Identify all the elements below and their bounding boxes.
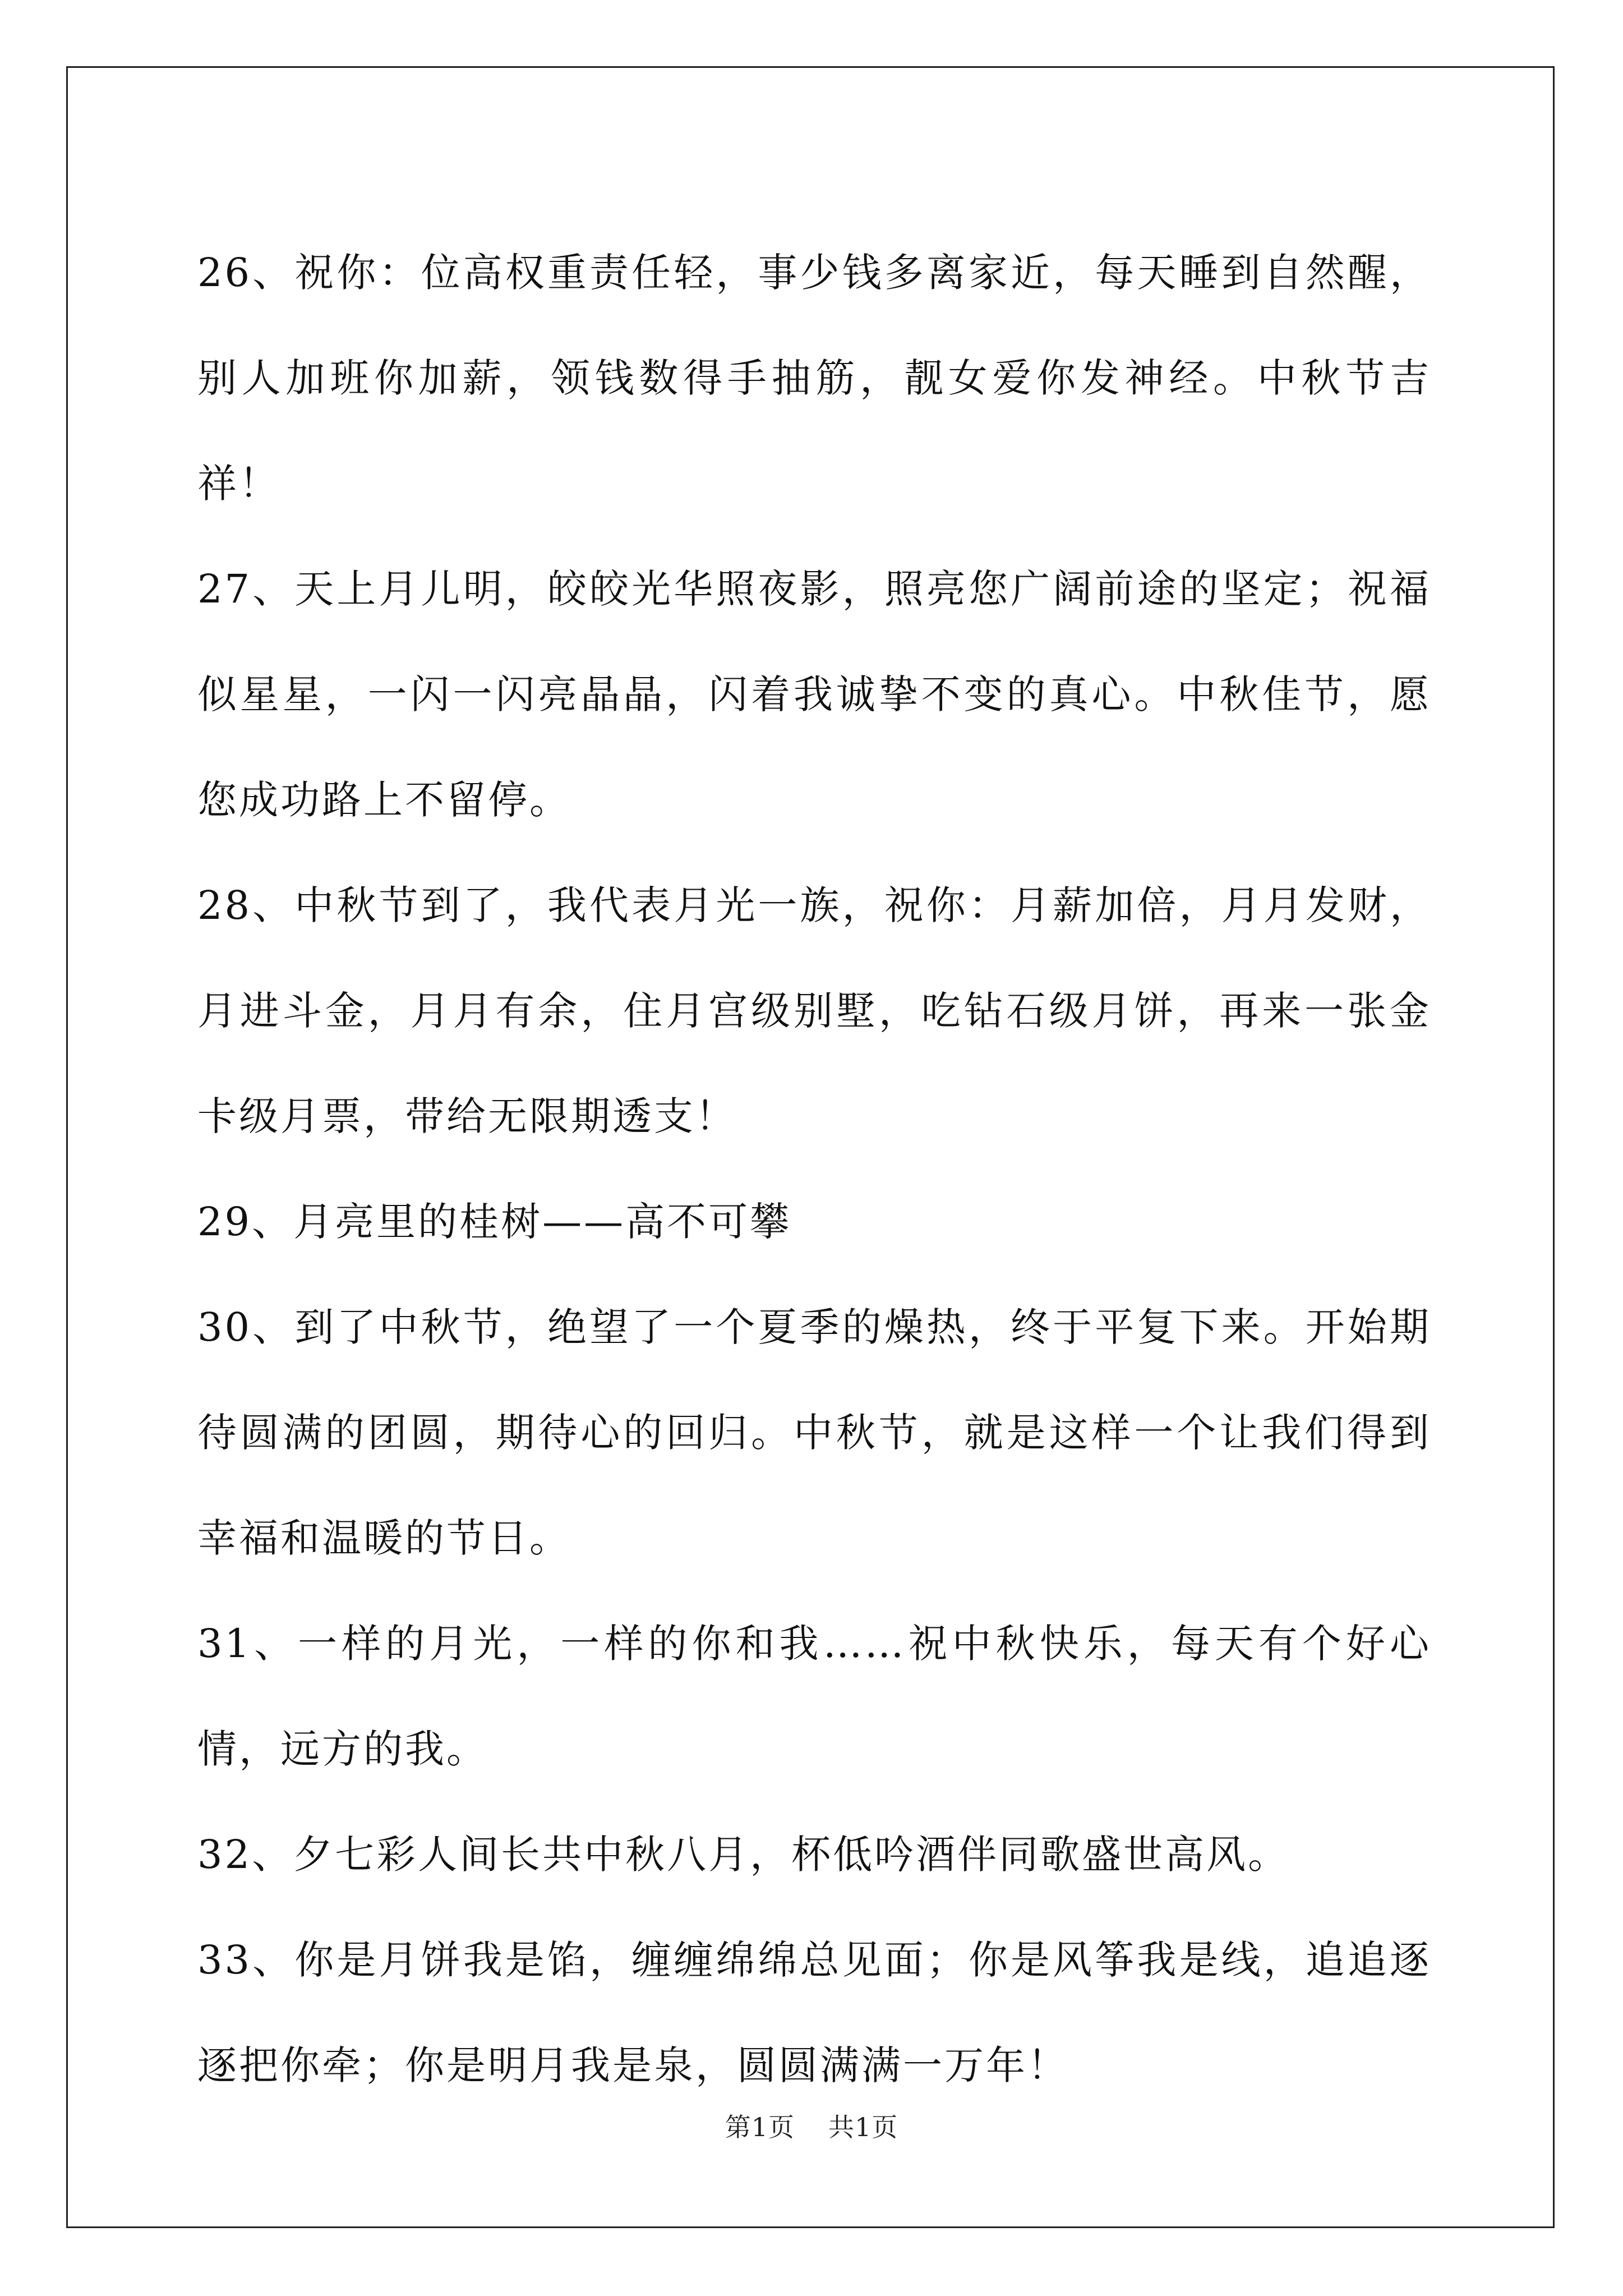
- paragraph-29: 29、月亮里的桂树——高不可攀: [197, 1199, 792, 1245]
- page-footer: [0, 2107, 1623, 2144]
- paragraph-33: 33、你是月饼我是馅，缠缠绵绵总见面；你是风筝我是线，追追逐逐把你牵；你是明月我是泉，圆圆满满一万年！: [197, 1937, 1431, 2088]
- paragraph-32: 32、夕七彩人间长共中秋八月，杯低吟酒伴同歌盛世高风。: [197, 1832, 1290, 1878]
- paragraph-31: 31、一样的月光，一样的你和我……祝中秋快乐，每天有个好心情，远方的我。: [197, 1621, 1431, 1772]
- paragraph-27: 27、天上月儿明，皎皎光华照夜影，照亮您广阔前途的坚定；祝福似星星，一闪一闪亮晶晶，闪着我诚挚不变的真心。中秋佳节，愿您成功路上不留停。: [197, 566, 1431, 823]
- paragraph-26: 26、祝你：位高权重责任轻，事少钱多离家近，每天睡到自然醒，别人加班你加薪，领钱数得手抽筋，靓女爱你发神经。中秋节吉祥！: [197, 250, 1431, 507]
- document-body: [197, 220, 1431, 2118]
- page-number: 第1页: [725, 2112, 795, 2142]
- page-total: 共1页: [828, 2112, 898, 2142]
- paragraph-30: 30、到了中秋节，绝望了一个夏季的燥热，终于平复下来。开始期待圆满的团圆，期待心的回归。中秋节，就是这样一个让我们得到幸福和温暖的节日。: [197, 1304, 1431, 1561]
- paragraph-28: 28、中秋节到了，我代表月光一族，祝你：月薪加倍，月月发财，月进斗金，月月有余，住月宫级别墅，吃钻石级月饼，再来一张金卡级月票，带给无限期透支！: [197, 882, 1431, 1139]
